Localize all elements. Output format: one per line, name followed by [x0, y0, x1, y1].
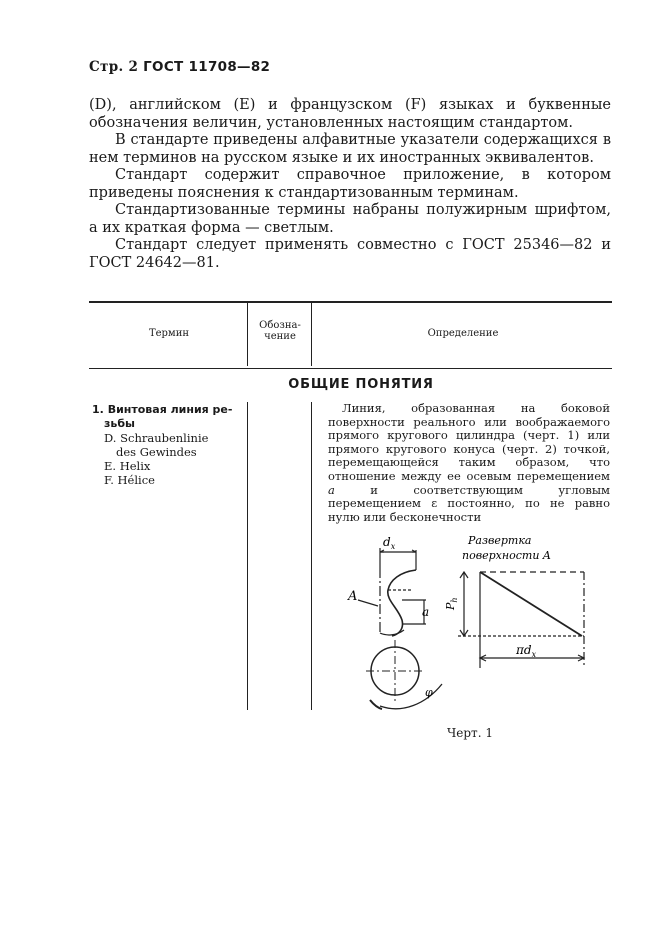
term-de-line1: D. Schraubenlinie — [104, 431, 209, 445]
helix-figure — [340, 528, 600, 723]
table-header-rule — [89, 368, 612, 369]
document-code: ГОСТ 11708—82 — [143, 59, 271, 75]
cylinder-drawing — [358, 548, 426, 636]
label-a: a — [422, 605, 430, 619]
term-ru-line1: Винтовая линия ре- — [107, 403, 233, 416]
label-sweep-line2: поверхности A — [462, 549, 551, 562]
section-title: ОБЩИЕ ПОНЯТИЯ — [288, 377, 434, 392]
term-definition — [328, 402, 610, 524]
page-number: Стр. 2 — [89, 59, 139, 75]
page-header — [89, 59, 270, 75]
term-number: 1. — [92, 403, 104, 416]
header-term: Термин — [148, 328, 190, 339]
header-definition: Определение — [427, 328, 499, 339]
label-pidx: $\pi d_x$ — [516, 643, 537, 659]
intro-paragraph-3: Стандарт содержит справочное приложение, в котором приведены пояснения к стандартизованным терминам. — [89, 167, 611, 201]
figure-caption: Черт. 1 — [447, 726, 493, 740]
label-sweep-line1: Развертка — [468, 534, 532, 547]
intro-paragraph-5: Стандарт следует применять совместно с ГОСТ 25346—82 и ГОСТ 24642—81. — [89, 237, 611, 271]
table-body-divider-2 — [311, 402, 312, 710]
label-phi: φ — [425, 686, 433, 699]
definition-part-1: Линия, образованная на боковой поверхности реального или воображаемого прямого кругового цилиндра (черт. 1) или прямого кругового конуса (черт. 2) точкой, перемещающейся таким образом, что отношение между ее осевым перемещением — [328, 401, 610, 483]
header-designation-line2: чение — [264, 331, 296, 342]
intro-paragraph-1: (D), английском (E) и французском (F) языках и буквенные обозначения величин, установленных настоящим стандартом. — [89, 97, 611, 131]
intro-paragraph-2: В стандарте приведены алфавитные указатели содержащихся в нем терминов на русском языке и их иностранных эквивалентов. — [89, 132, 611, 166]
definition-var-a: a — [328, 482, 335, 497]
definition-part-2: и соответствующим угловым перемещением ε постоянно, по не равно нулю или бесконечности — [328, 482, 610, 524]
table-top-rule — [89, 301, 612, 303]
term-de-line2: des Gewindes — [116, 445, 197, 459]
table-divider-1 — [247, 302, 248, 366]
term-en: E. Helix — [104, 459, 151, 473]
header-designation-line1: Обозна- — [259, 320, 301, 331]
label-dx: $d_x$ — [383, 535, 396, 551]
term-ru-line2: зьбы — [104, 417, 135, 430]
table-divider-2 — [311, 302, 312, 366]
intro-text — [89, 97, 611, 272]
header-designation — [249, 320, 311, 342]
label-A: A — [348, 589, 358, 604]
label-ph: $P_h$ — [444, 597, 459, 610]
table-body-divider-1 — [247, 402, 248, 710]
term-entry — [92, 403, 232, 487]
intro-paragraph-4: Стандартизованные термины набраны полужирным шрифтом, а их краткая форма — светлым. — [89, 202, 611, 236]
term-fr: F. Hélice — [104, 473, 155, 487]
